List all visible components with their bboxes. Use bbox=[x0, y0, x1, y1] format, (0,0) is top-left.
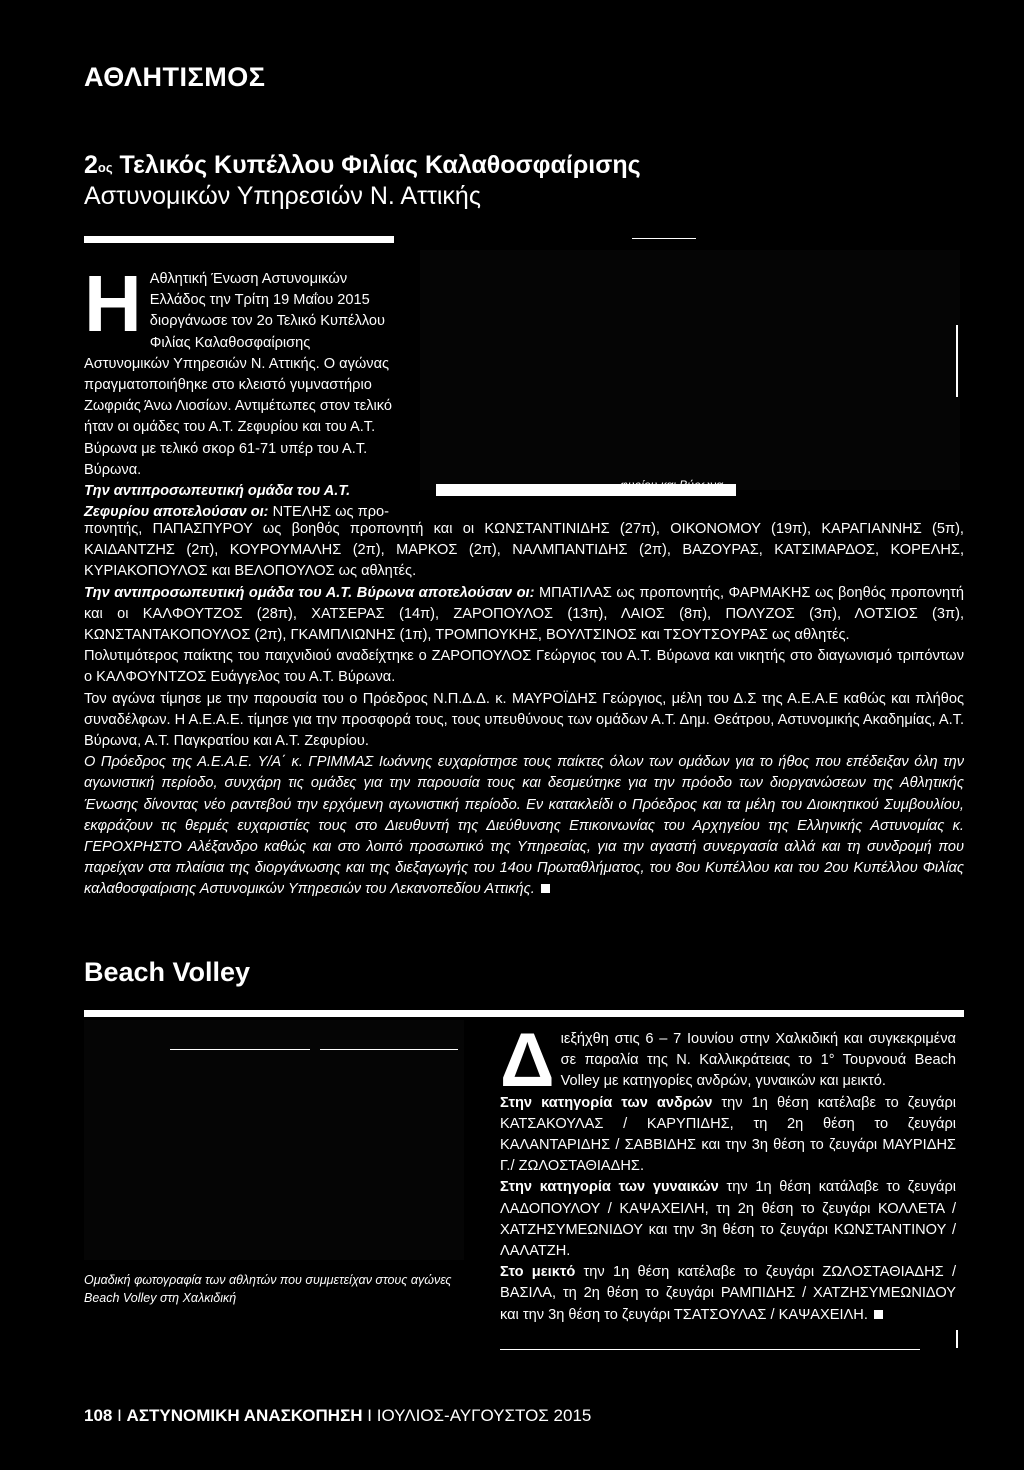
team2-label: Την αντιπροσωπευτική ομάδα του Α.Τ. Βύρωνα αποτελούσαν οι: bbox=[84, 584, 535, 601]
men-label: Στην κατηγορία των ανδρών bbox=[500, 1094, 713, 1111]
closing-text: Ο Πρόεδρος της Α.Ε.Α.Ε. Υ/Α΄ κ. ΓΡΙΜΜΑΣ Ιωάννης ευχαρίστησε τους παίκτες όλων των ομάδων για το ήθος που επέδειξαν όλη την αγωνιστική περίοδο, συνχάρη τις ομάδες για την παρουσία τους και δεσμεύτηκε για την πρόοδο των διοργανώσεων της Αθλητικής Ένωσης δίνοντας νέο ραντεβού την ερχόμενη αγωνιστική περίοδο. Εν κατακλείδι ο Πρόεδρος και τα μέλη του Διοικητικού Συμβουλίου, εκφράζουν τις θερμές ευχαριστίες τους στο Διευθυντή της Διεύθυνσης Επικοινωνίας του Αρχηγείου της Ελληνικής Αστυνομίας κ. ΓΕΡΟΧΡΗΣΤΟ Αλέξανδρο καθώς και στο λοιπό προσωπικό της Υπηρεσίας, για την αγαστή συνεργασία αλλά και τη συνδρομή που παρείχαν στα πλαίσια της διοργάνωσης και της διεξαγωγής του 14ου Πρωταθλήματος, του 8ου Κυπέλλου και του 2ου Κυπέλλου Φιλίας καλαθοσφαίρισης Αστυνομικών Υπηρεσιών του Λεκανοπεδίου Αττικής. bbox=[84, 754, 964, 898]
team2-text: ΜΠΑΤΙΛΑΣ ως προπονητής, ΦΑΡΜΑΚΗΣ ως βοηθός προπονητή και οι ΚΑΛΦΟΥΤΖΟΣ (28π), ΧΑΤΣΕΡΑΣ (14π), ΖΑΡΟΠΟΥΛΟΣ (13π), ΛΑΙΟΣ (8π), ΠΟΛΥΖΟΣ (3π), ΛΟΤΣΙΟΣ (3π), ΚΩΝΣΤΑΝΤΑΚΟΠΟΥΛΟΣ (2π), ΓΚΑΜΠΛΙΩΝΗΣ (1π), ΤΡΟΜΠΟΥΚΗΣ, ΒΟΥΛΤΣΙΝΟΣ και ΤΣΟΥΤΣΟΥΡΑΣ ως αθλητές. bbox=[84, 584, 964, 644]
article-intro bbox=[84, 259, 392, 523]
dropcap: Η bbox=[84, 259, 142, 348]
title-number: 2 bbox=[84, 151, 98, 179]
mvp-paragraph: Πολυτιμότερος παίκτης του παιχνιδιού αναδείχτηκε ο ΖΑΡΟΠΟΥΛΟΣ Γεώργιος του Α.Τ. Βύρωνα και νικητής στο διαγωνισμό τριπόντων ο ΚΑΛΦΟΥΝΤΖΟΣ Ευάγγελος του Α.Τ. Βύρωνα. bbox=[84, 648, 964, 686]
section-label: ΑΘΛΗΤΙΣΜΟΣ bbox=[84, 62, 266, 92]
photo-edge-line bbox=[956, 325, 958, 397]
photo-rule-1 bbox=[170, 1049, 310, 1050]
photo-caption-fragment: φυρίου και Βύρωνα bbox=[620, 478, 723, 492]
beach-volley-title: Beach Volley bbox=[84, 957, 251, 987]
magazine-name: ΑΣΤΥΝΟΜΙΚΗ ΑΝΑΣΚΟΠΗΣΗ bbox=[126, 1406, 363, 1425]
beach-volley-rule bbox=[84, 1010, 964, 1017]
women-label: Στην κατηγορία των γυναικών bbox=[500, 1179, 719, 1196]
men-paragraph bbox=[500, 1093, 956, 1178]
mixed-paragraph bbox=[500, 1262, 956, 1326]
bv-bottom-rule bbox=[500, 1349, 920, 1350]
bv-dropcap: Δ bbox=[500, 1018, 555, 1103]
women-text: την 1η θέση κατάλαβε το ζευγάρι ΛΑΔΟΠΟΥΛΟΥ / ΚΑΨΑΧΕΙΛΗ, τη 2η θέση το ζευγάρι ΚΟΛΛΕΤΑ / ΧΑΤΖΗΣΥΜΕΩΝΙΔΟΥ και την 3η θέση το ζευγάρι ΚΩΝΣΤΑΝΤΙΝΟΥ / ΛΑΛΑΤΖΗ. bbox=[500, 1179, 956, 1260]
footer-sep-2: I bbox=[362, 1406, 377, 1425]
photo-rule-2 bbox=[320, 1049, 458, 1050]
beach-volley-text bbox=[500, 1018, 956, 1326]
issue-date: ΙΟΥΛΙΟΣ-ΑΥΓΟΥΣΤΟΣ 2015 bbox=[376, 1406, 592, 1425]
team2-paragraph bbox=[84, 583, 964, 647]
article-title bbox=[84, 150, 784, 212]
title-rule bbox=[84, 236, 394, 243]
title-line1: Τελικός Κυπέλλου Φιλίας Καλαθοσφαίρισης bbox=[112, 151, 641, 179]
bv-end-mark-icon bbox=[874, 1310, 883, 1319]
title-line2: Αστυνομικών Υπηρεσιών Ν. Αττικής bbox=[84, 182, 481, 210]
men-text: την 1η θέση κατέλαβε το ζευγάρι ΚΑΤΣΑΚΟΥΛΑΣ / ΚΑΡΥΠΙΔΗΣ, τη 2η θέση το ζευγάρι ΚΑΛΑΝΤΑΡΙΔΗΣ / ΣΑΒΒΙΔΗΣ και την 3η θέση το ζευγάρι ΜΑΥΡΙΔΗΣ Γ./ ΖΩΛΟΣΤΑΘΙΑΔΗΣ. bbox=[500, 1094, 956, 1175]
beach-volley-photo bbox=[84, 1020, 464, 1260]
photo-top-rule bbox=[632, 238, 696, 239]
end-mark-icon bbox=[541, 884, 550, 893]
team1-rest: πονητής, ΠΑΠΑΣΠΥΡΟΥ ως βοηθός προπονητή και οι ΚΩΝΣΤΑΝΤΙΝΙΔΗΣ (27π), ΟΙΚΟΝΟΜΟΥ (19π), ΚΑΡΑΓΙΑΝΝΗΣ (5π), ΚΑΙΔΑΝΤΖΗΣ (2π), ΚΟΥΡΟΥΜΑΛΗΣ (2π), ΜΑΡΚΟΣ (2π), ΝΑΛΜΠΑΝΤΙΔΗΣ (2π), ΒΑΖΟΥΡΑΣ, ΚΑΤΣΙΜΑΡΔΟΣ, ΚΟΡΕΛΗΣ, ΚΥΡΙΑΚΟΠΟΥΛΟΣ και ΒΕΛΟΠΟΥΛΟΣ ως αθλητές. bbox=[84, 521, 964, 580]
women-paragraph bbox=[500, 1177, 956, 1262]
honored-paragraph: Τον αγώνα τίμησε με την παρουσία του ο Πρόεδρος Ν.Π.Δ.Δ. κ. ΜΑΥΡΟΪΔΗΣ Γεώργιος, μέλη του Δ.Σ της Α.Ε.Α.Ε καθώς και πλήθος συναδέλφων. Η Α.Ε.Α.Ε. τίμησε για την προσφορά τους, τους υπευθύνους των ομάδων Α.Τ. Δημ. Θεάτρου, Αστυνομικής Ακαδημίας, Α.Τ. Βύρωνα, Α.Τ. Παγκρατίου και Α.Τ. Ζεφυρίου. bbox=[84, 690, 964, 750]
intro-text: Αθλητική Ένωση Αστυνομικών Ελλάδος την Τρίτη 19 Μαΐου 2015 διοργάνωσε τον 2ο Τελικό Κυπέλλου Φιλίας Καλαθοσφαίρισης Αστυνομικών Υπηρεσιών Ν. Αττικής. Ο αγώνας πραγματοποιήθηκε στο κλειστό γυμναστήριο Ζωφριάς Άνω Λιοσίων. Αντιμέτωπες στον τελικό ήταν οι ομάδες του Α.Τ. Ζεφυρίου και του Α.Τ. Βύρωνα με τελικό σκορ 61-71 υπέρ του Α.Τ. Βύρωνα. bbox=[84, 271, 392, 478]
page-footer bbox=[84, 1406, 591, 1426]
bv-intro: ιεξήχθη στις 6 – 7 Ιουνίου στην Χαλκιδική και συγκεκριμένα σε παραλία της Ν. Καλλικράτειας το 1° Τουρνουά Beach Volley με κατηγορίες ανδρών, γυναικών και μεικτό. bbox=[560, 1031, 956, 1090]
team-photo bbox=[420, 250, 960, 490]
mixed-text: την 1η θέση κατέλαβε το ζευγάρι ΖΩΛΟΣΤΑΘΙΑΔΗΣ / ΒΑΣΙΛΑ, τη 2η θέση το ζευγάρι ΡΑΜΠΙΔΗΣ / ΧΑΤΖΗΣΥΜΕΩΝΙΔΟΥ και την 3η θέση το ζευγάρι ΤΣΑΤΣΟΥΛΑΣ / ΚΑΨΑΧΕΙΛΗ. bbox=[500, 1264, 956, 1323]
mixed-label: Στο μεικτό bbox=[500, 1264, 576, 1281]
beach-volley-caption: Ομαδική φωτογραφία των αθλητών που συμμετείχαν στους αγώνες Beach Volley στη Χαλκιδική bbox=[84, 1273, 452, 1305]
closing-paragraph bbox=[84, 752, 964, 900]
team1-start bbox=[84, 481, 392, 523]
bv-edge-line bbox=[956, 1330, 958, 1348]
title-ordinal: ος bbox=[97, 160, 113, 175]
team1-start-text: ΝΤΕΛΗΣ ως προ- bbox=[268, 504, 389, 521]
article-body bbox=[84, 519, 964, 901]
team1-label: Την αντιπροσωπευτική ομάδα του Α.Τ. Ζεφυρίου αποτελούσαν οι: bbox=[84, 483, 351, 521]
footer-sep-1: I bbox=[112, 1406, 127, 1425]
page-number: 108 bbox=[84, 1406, 113, 1425]
